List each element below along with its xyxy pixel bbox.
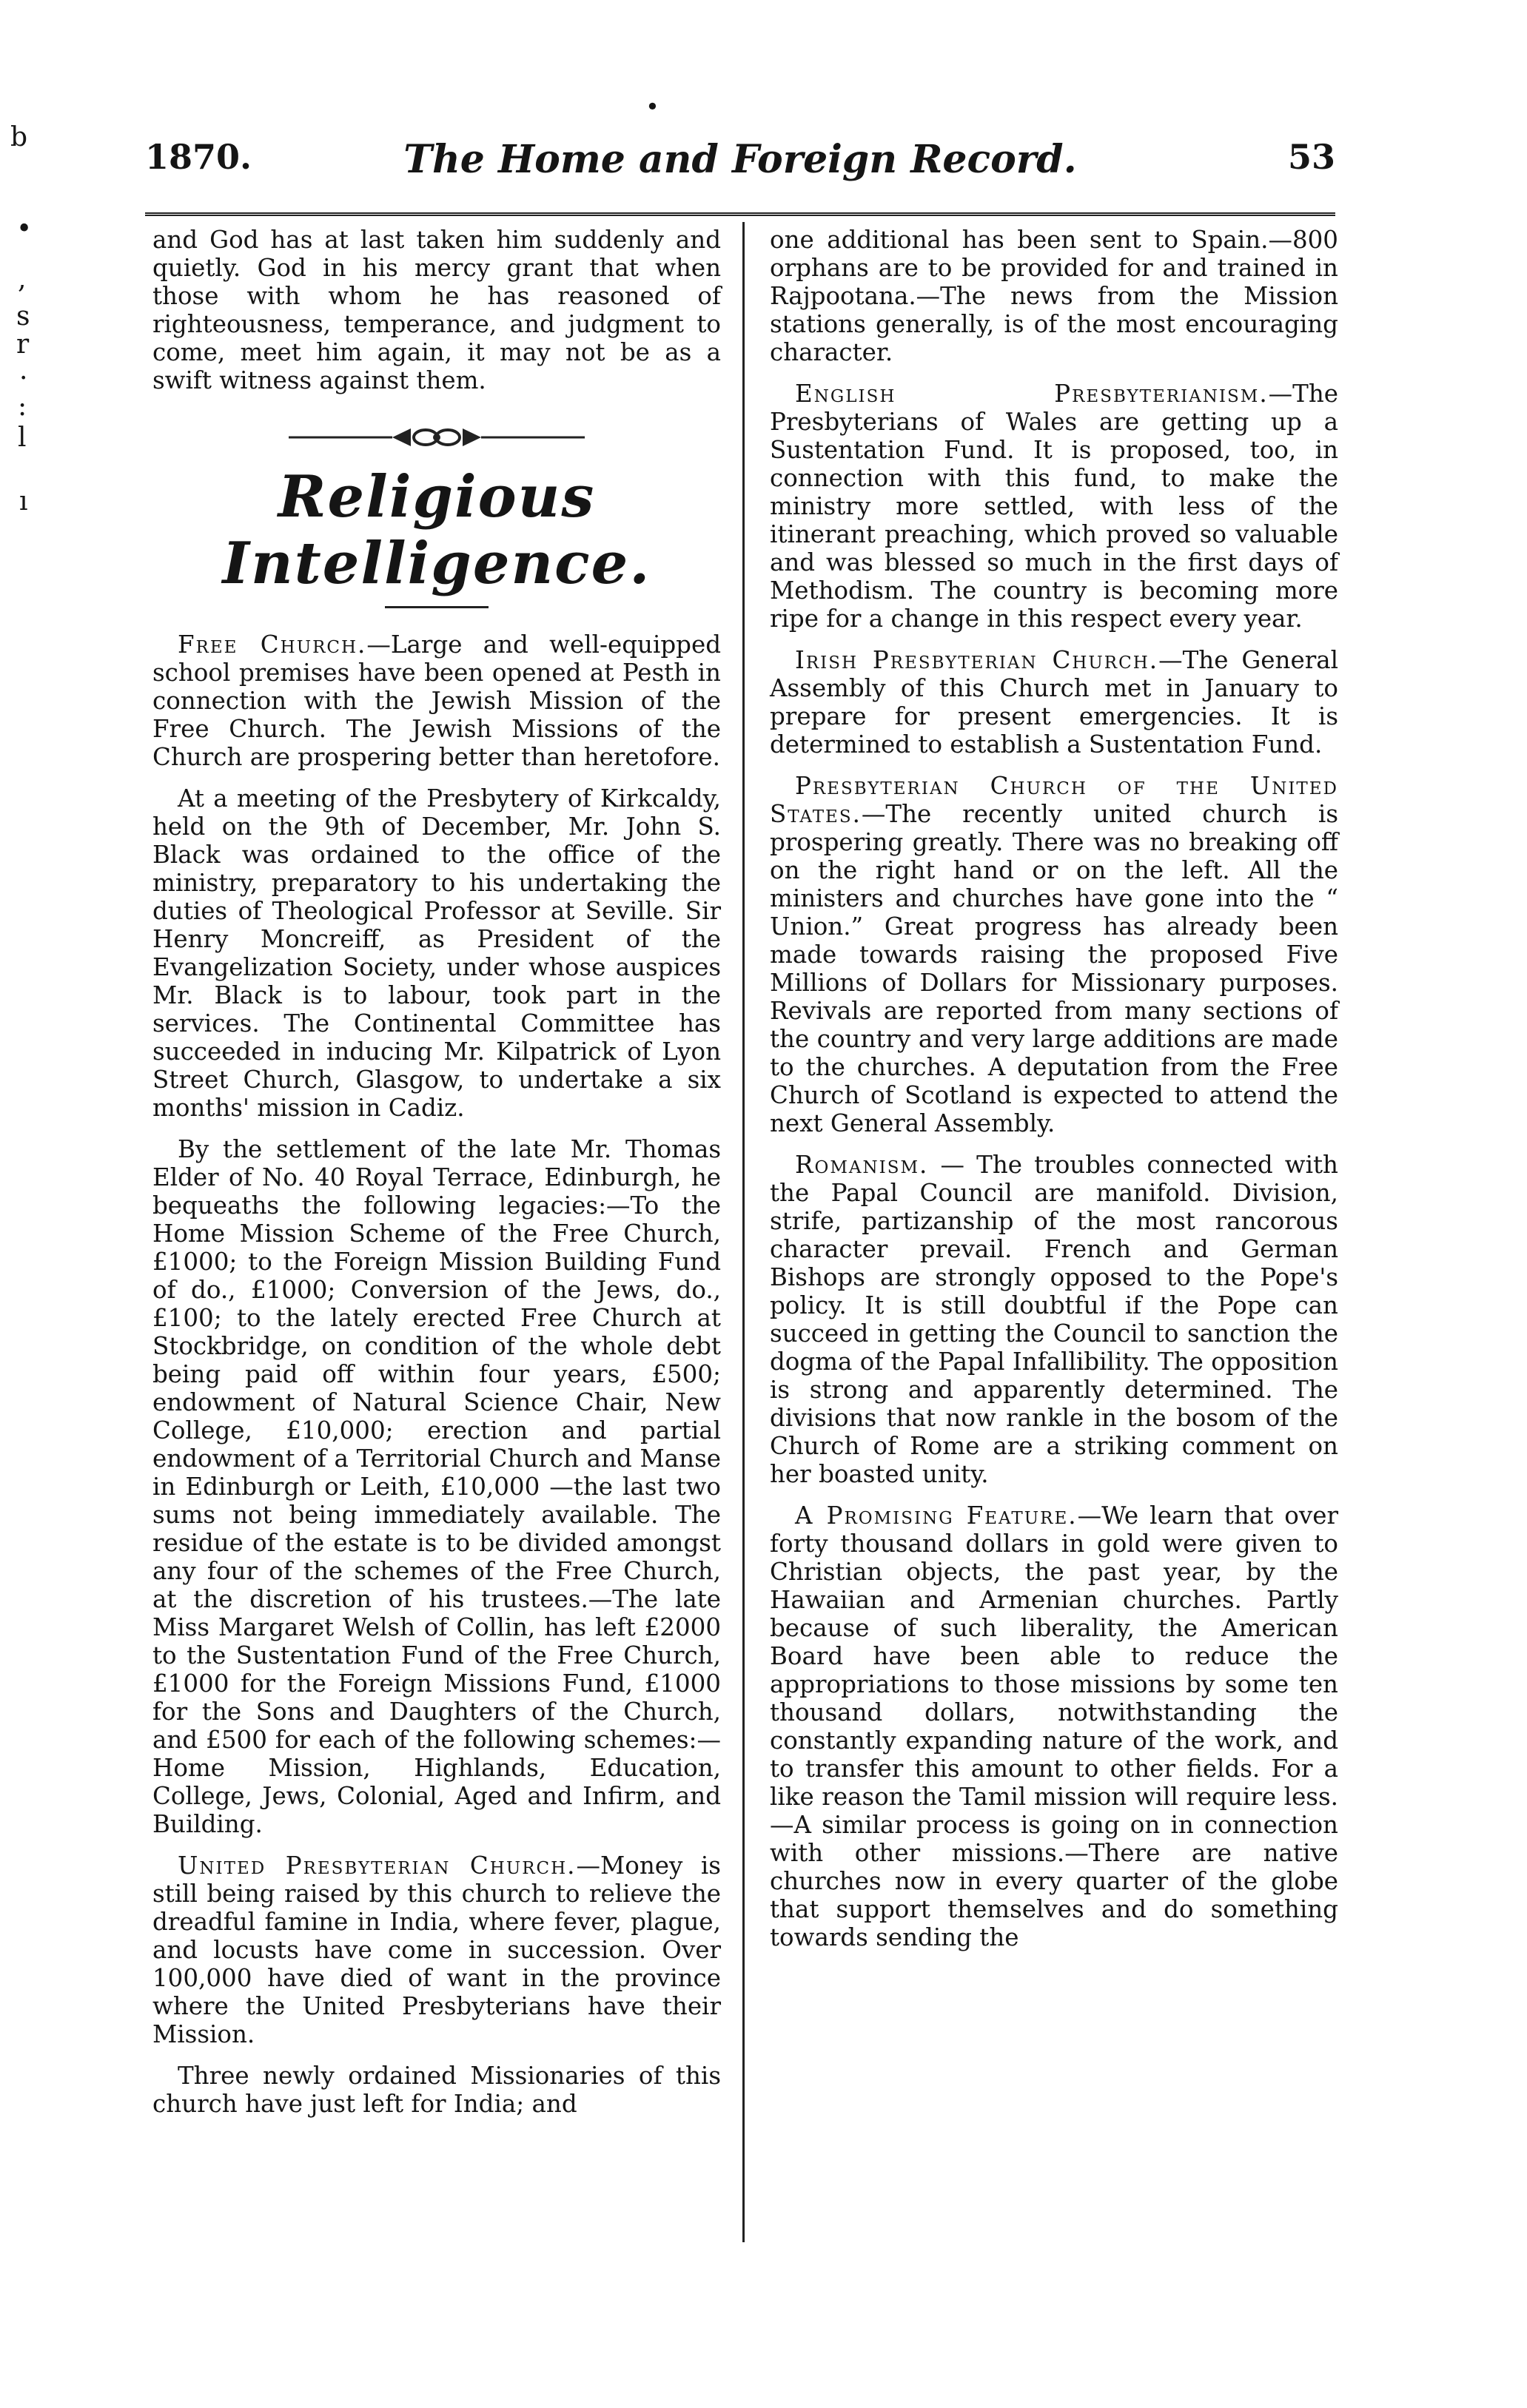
intro-paragraph: and God has at last taken him suddenly and quietly. God in his mercy grant that when those with whom he has reasoned of righteousness, temperance, and judgment to come, meet him again, it may not be as a swift witness against them. xyxy=(152,226,721,394)
free-church-paragraph xyxy=(152,630,721,771)
margin-mark: l xyxy=(18,423,27,453)
ornament-divider xyxy=(281,423,592,452)
free-church-text: —Large and well-equipped school premises have been opened at Pesth in connection with the Jewish Mission of the Free Church. The Jewish Missions of the Church are prospering better than heretofore. xyxy=(152,630,722,771)
united-presbyterian-label: United Presbyterian Church. xyxy=(178,1852,577,1880)
romanism-text: — The troubles connected with the Papal Council are manifold. Division, strife, partizanship of the most rancorous character prevail. French and German Bishops are strongly opposed to the Pope's policy. It is still doubtful if the Pope can succeed in getting the Council to sanction the dogma of the Papal Infallibility. The opposition is strong and apparently determined. The divisions that now rankle in the bosom of the Church of Rome are a striking comment on her boasted unity. xyxy=(770,1151,1338,1488)
header-year: 1870. xyxy=(145,137,252,177)
english-paragraph xyxy=(770,380,1338,633)
irish-label: Irish Presbyterian Church. xyxy=(795,646,1159,674)
united-states-label: Presbyterian Church of the United States. xyxy=(770,772,1338,828)
top-dot: • xyxy=(645,93,660,121)
margin-mark: • xyxy=(16,214,33,244)
united-states-paragraph xyxy=(770,772,1338,1137)
right-column xyxy=(770,226,1338,1965)
promising-feature-paragraph xyxy=(770,1501,1338,1951)
header-page-number: 53 xyxy=(1287,137,1335,177)
united-presbyterian-text: —Money is still being raised by this church to relieve the dreadful famine in India, where fever, plague, and locusts have come in succession. Over 100,000 have died of want in the province where the United Presbyterians have their Mission. xyxy=(152,1852,721,2048)
irish-paragraph xyxy=(770,646,1338,759)
header-rule xyxy=(145,212,1335,216)
margin-mark: s xyxy=(16,301,30,332)
margin-mark: b xyxy=(10,122,28,152)
irish-text: —The General Assembly of this Church met in January to prepare for present emergencies. It is determined to establish a Sustentation Fund. xyxy=(770,646,1338,759)
romanism-paragraph xyxy=(770,1151,1338,1488)
margin-mark: · xyxy=(19,363,28,394)
margin-mark: ı xyxy=(19,486,28,517)
kirkcaldy-paragraph: At a meeting of the Presbytery of Kirkcaldy, held on the 9th of December, Mr. John S. Black was ordained to the office of the ministry, preparatory to his undertaking the duties of Theological Professor at Seville. Sir Henry Moncreiff, as President of the Evangelization Society, under whose auspices Mr. Black is to labour, took part in the services. The Continental Committee has succeeded in inducing Mr. Kilpatrick of Lyon Street Church, Glasgow, to undertake a six months' mission in Cadiz. xyxy=(152,784,721,1122)
united-states-text: —The recently united church is prospering greatly. There was no breaking off on the right hand or on the left. All the ministers and churches have gone into the “ Union.” Great progress has already been made towards raising the proposed Five Millions of Dollars for Missionary purposes. Revivals are reported from many sections of the country and very large additions are made to the churches. A deputation from the Free Church of Scotland is expected to attend the next General Assembly. xyxy=(770,800,1338,1137)
margin-mark: r xyxy=(16,329,30,360)
free-church-label: Free Church. xyxy=(178,630,367,659)
united-presbyterian-paragraph xyxy=(152,1852,721,2048)
english-label: English Presbyterianism. xyxy=(795,380,1269,408)
settlement-paragraph: By the settlement of the late Mr. Thomas Elder of No. 40 Royal Terrace, Edinburgh, he bequeaths the following legacies:—To the Home Mission Scheme of the Free Church, £1000; to the Foreign Mission Building Fund of do., £1000; Conversion of the Jews, do., £100; to the lately erected Free Church at Stockbridge, on condition of the whole debt being paid off within four years, £500; endowment of Natural Science Chair, New College, £10,000; erection and partial endowment of a Territorial Church and Manse in Edinburgh or Leith, £10,000 —the last two sums not being immediately available. The residue of the estate is to be divided amongst any four of the schemes of the Free Church, at the discretion of his trustees.—The late Miss Margaret Welsh of Collin, has left £2000 to the Sustentation Fund of the Free Church, £1000 for the Foreign Missions Fund, £1000 for the Sons and Daughters of the Church, and £500 for each of the following schemes:—Home Mission, Highlands, Education, College, Jews, Colonial, Aged and Infirm, and Building. xyxy=(152,1135,721,1838)
column-divider xyxy=(742,222,745,2242)
continuation-paragraph: one additional has been sent to Spain.—800 orphans are to be provided for and trained in Rajpootana.—The news from the Mission stations generally, is of the most encouraging character. xyxy=(770,226,1338,366)
missionaries-paragraph: Three newly ordained Missionaries of this church have just left for India; and xyxy=(152,2062,721,2118)
heading-rule xyxy=(385,606,489,608)
header-title: The Home and Foreign Record. xyxy=(403,137,1077,182)
english-text: —The Presbyterians of Wales are getting up a Sustentation Fund. It is proposed, too, in connection with this fund, to make the ministry more settled, with less of the itinerant preaching, which proved so valuable and was blessed so much in the first days of Methodism. The country is becoming more ripe for a change in this respect every year. xyxy=(770,380,1338,633)
section-heading: Religious Intelligence. xyxy=(222,463,651,597)
margin-mark: , xyxy=(18,264,27,295)
left-column xyxy=(152,226,721,2131)
margin-mark: : xyxy=(18,391,27,422)
margin-marks xyxy=(0,0,89,666)
page-header xyxy=(145,137,1335,196)
promising-feature-text: —We learn that over forty thousand dollars in gold were given to Christian objects, the past year, by the Hawaiian and Armenian churches. Partly because of such liberality, the American Board have been able to reduce the appropriations to those missions by some ten thousand dollars, notwithstanding the constantly expanding nature of the work, and to transfer this amount to other fields. For a like reason the Tamil mission will require less.—A similar process is going on in connection with other missions.—There are native churches now in every quarter of the globe that support themselves and do something towards sending the xyxy=(770,1501,1338,1951)
promising-feature-label: A Promising Feature. xyxy=(795,1501,1078,1530)
romanism-label: Romanism. xyxy=(795,1151,929,1179)
